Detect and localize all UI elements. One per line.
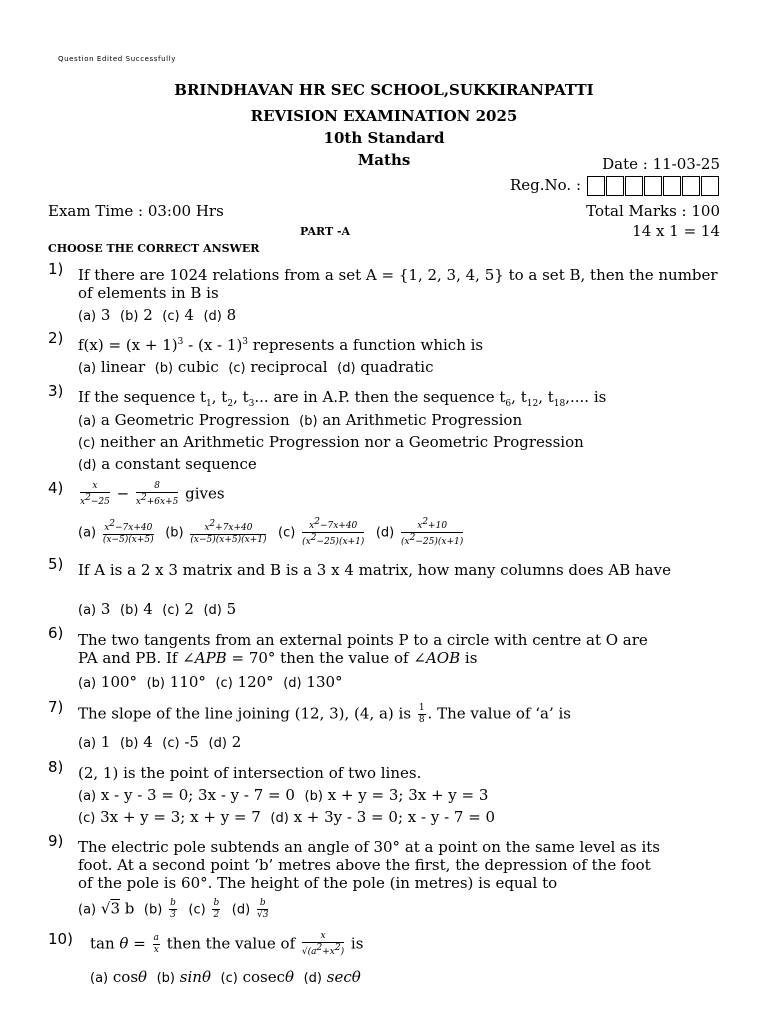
question-number: 10) <box>48 930 73 948</box>
exam-title: REVISION EXAMINATION 2025 <box>250 107 518 125</box>
question-text: (2, 1) is the point of intersection of two lines. <box>78 764 422 782</box>
question-number: 2) <box>48 329 64 347</box>
question-number: 8) <box>48 758 64 776</box>
reg-no-label: Reg.No. : <box>510 176 582 194</box>
question-text: If there are 1024 relations from a set A = {1, 2, 3, 4, 5} to a set B, then the number of elements in B is <box>78 266 718 302</box>
standard: 10th Standard <box>323 129 445 147</box>
options-row: (a) √3 b (b) $\frac{b}{3}$ (c) $\frac{b}{2}$ (d) $\frac{b}{√3}$ <box>78 898 269 920</box>
question-number: 4) <box>48 479 64 497</box>
part-marks: 14 x 1 = 14 <box>632 222 720 240</box>
question-text: If A is a 2 x 3 matrix and B is a 3 x 4 matrix, how many columns does AB have <box>78 561 671 579</box>
options-row: (c) 3x + y = 3; x + y = 7 (d) x + 3y - 3 = 0; x - y - 7 = 0 <box>78 808 496 826</box>
question-text: tan θ = $\frac{a}{x}$ then the value of $\frac{x}{√(a^2+x^2)}$ is <box>90 931 364 957</box>
question-text: foot. At a second point ‘b’ metres above the first, the depression of the foot <box>78 856 651 874</box>
question-text: The slope of the line joining (12, 3), (4, a) is $\frac{1}{8}$ . The value of ‘a’ is <box>78 703 572 725</box>
school-name: BRINDHAVAN HR SEC SCHOOL,SUKKIRANPATTI <box>174 81 594 99</box>
question-number: 1) <box>48 260 64 278</box>
reg-box[interactable] <box>644 176 662 196</box>
question-text: $\frac{x}{x^2-25}$ − $\frac{8}{x^2+6x+5}$ gives <box>80 481 225 507</box>
options-row: (a) linear (b) cubic (c) reciprocal (d) quadratic <box>78 358 434 376</box>
options-row: (a) x - y - 3 = 0; 3x - y - 7 = 0 (b) x + y = 3; 3x + y = 3 <box>78 786 489 804</box>
question-number: 7) <box>48 698 64 716</box>
question-text: PA and PB. If ∠APB = 70° then the value of ∠AOB is <box>78 649 478 667</box>
question-text: of the pole is 60°. The height of the pole (in metres) is equal to <box>78 874 558 892</box>
question-number: 6) <box>48 624 64 642</box>
question-text: The two tangents from an external points P to a circle with centre at O are <box>78 631 648 649</box>
reg-box[interactable] <box>625 176 643 196</box>
option: (d) a constant sequence <box>78 455 257 473</box>
total-marks: Total Marks : 100 <box>586 202 720 220</box>
question-text: If the sequence $t_1$, $t_2$, $t_3$... are in A.P. then the sequence $t_6$, $t_{12}$, $t_{18}$,.... is <box>78 388 607 409</box>
question-text: $f(x) = (x + 1)^3 - (x - 1)^3$ represents a function which is <box>78 336 484 354</box>
options-row: (a) $\frac{x^2-7x+40}{(x-5)(x+5)}$ (b) $\frac{x^2+7x+40}{(x-5)(x+5)(x+1)}$ (c) $\frac{x^2-7x+40}{(x^2-25)(x+1)}$ (d) $\frac{x^2+10}{(x^2-25)(x+1)}$ <box>78 517 464 547</box>
status-message: Question Edited Successfully <box>58 55 176 63</box>
instruction: CHOOSE THE CORRECT ANSWER <box>48 242 260 255</box>
question-number: 5) <box>48 555 64 573</box>
question-number: 3) <box>48 382 64 400</box>
option: (c) neither an Arithmetic Progression nor a Geometric Progression <box>78 433 584 451</box>
options-row: (a) cosθ (b) sinθ (c) cosecθ (d) secθ <box>90 968 361 986</box>
question-text: The electric pole subtends an angle of 30° at a point on the same level as its <box>78 838 660 856</box>
options-row: (a) 100° (b) 110° (c) 120° (d) 130° <box>78 673 343 691</box>
options-row: (a) 3 (b) 4 (c) 2 (d) 5 <box>78 600 237 618</box>
reg-box[interactable] <box>587 176 605 196</box>
reg-box[interactable] <box>701 176 719 196</box>
reg-box[interactable] <box>663 176 681 196</box>
options-row: (a) a Geometric Progression (b) an Arithmetic Progression <box>78 411 523 429</box>
options-row: (a) 1 (b) 4 (c) -5 (d) 2 <box>78 733 242 751</box>
options-row: (a) 3 (b) 2 (c) 4 (d) 8 <box>78 306 237 324</box>
reg-box[interactable] <box>682 176 700 196</box>
reg-no <box>510 176 719 196</box>
question-number: 9) <box>48 832 64 850</box>
subject: Maths <box>357 151 411 169</box>
exam-time: Exam Time : 03:00 Hrs <box>48 202 224 220</box>
part-label: PART -A <box>300 225 351 238</box>
exam-date: Date : 11-03-25 <box>602 155 720 173</box>
reg-box[interactable] <box>606 176 624 196</box>
